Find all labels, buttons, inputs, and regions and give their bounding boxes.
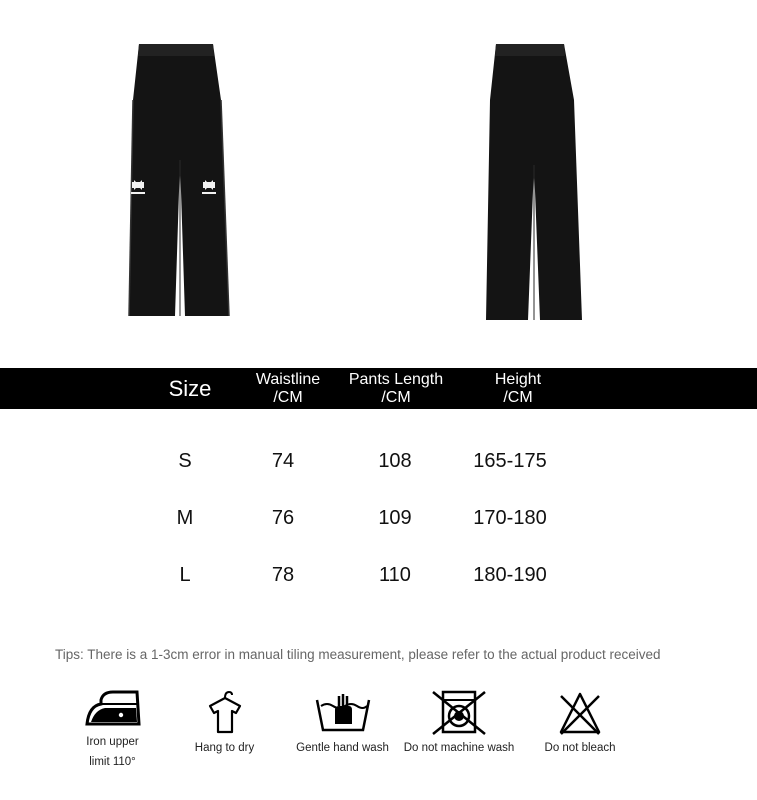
header-waistline: Waistline /CM [255, 371, 321, 406]
table-row [0, 560, 757, 590]
care-item-hand-wash: Gentle hand wash [290, 688, 395, 758]
pants-back-image [482, 40, 587, 325]
table-row [0, 503, 757, 533]
cell-height: 170-180 [473, 507, 547, 529]
cell-length: 108 [378, 450, 412, 472]
header-pants-length: Pants Length /CM [348, 371, 444, 406]
no-machine-wash-icon [429, 688, 489, 738]
cell-size: L [179, 564, 191, 586]
care-item-hang: Hang to dry [182, 688, 267, 758]
cell-height: 165-175 [473, 450, 547, 472]
care-item-no-machine-wash: Do not machine wash [400, 688, 518, 758]
cell-waist: 74 [271, 450, 295, 472]
table-row [0, 446, 757, 476]
iron-icon [83, 688, 143, 732]
measurement-tip: Tips: There is a 1-3cm error in manual tiling measurement, please refer to the actual product received [55, 647, 661, 662]
cell-length: 109 [378, 507, 412, 529]
hanger-shirt-icon [200, 688, 250, 738]
pants-front-image [125, 40, 235, 320]
care-item-no-bleach: Do not bleach [535, 688, 625, 758]
cell-size: S [178, 450, 192, 472]
cell-waist: 78 [271, 564, 295, 586]
cell-length: 110 [379, 564, 411, 586]
no-bleach-icon [555, 688, 605, 738]
size-table-header [0, 368, 757, 409]
header-height: Height /CM [494, 371, 542, 406]
cell-height: 180-190 [473, 564, 547, 586]
care-item-iron: Iron upper limit 110° [70, 688, 155, 772]
cell-waist: 76 [271, 507, 295, 529]
cell-size: M [176, 507, 194, 529]
hand-wash-icon [313, 688, 373, 738]
header-size: Size [168, 376, 212, 401]
